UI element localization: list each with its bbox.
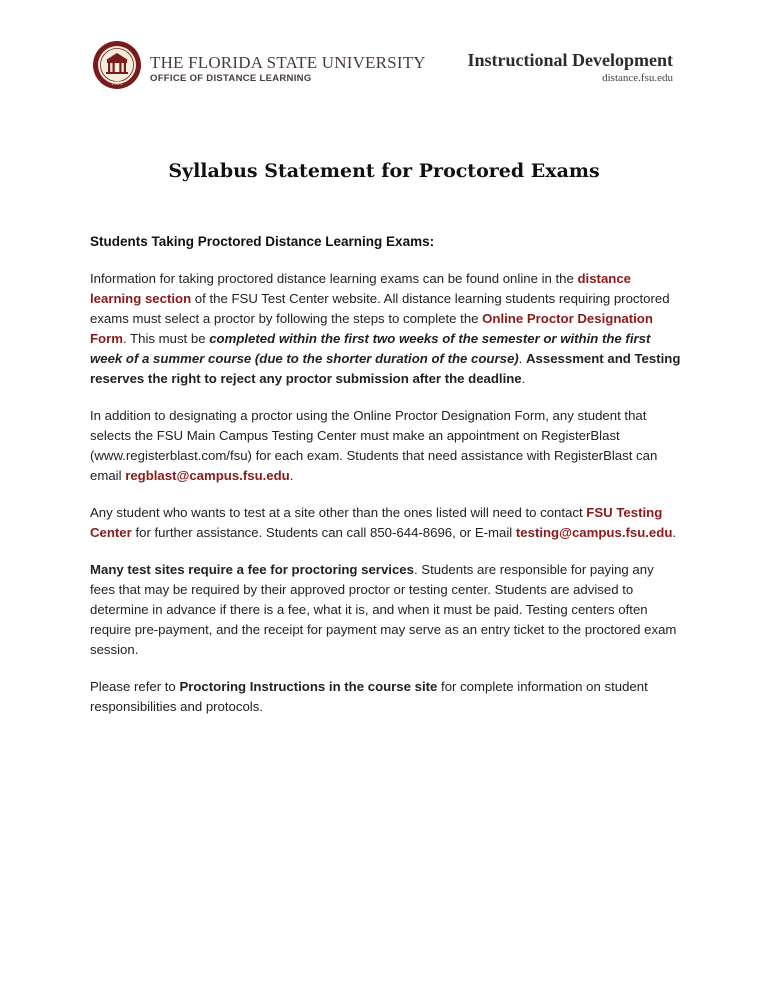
letterhead [0,0,768,110]
reject-notice: Assessment and Testing reserves the right to reject any proctor submission after the deadline [90,351,681,386]
testing-email-link[interactable]: testing@campus.fsu.edu [515,525,673,540]
university-brand [150,53,426,84]
section-heading: Students Taking Proctored Distance Learning Exams: [90,234,435,249]
page-title: Syllabus Statement for Proctored Exams [168,160,600,182]
paragraph-fees: Many test sites require a fee for proctoring services. Students are responsible for paying any fees that may be required by their approved proctor or testing center. Students are advised to determine in advance if there is a fee, what it is, and when it must be paid. Testing centers often require pre-payment, and the receipt for payment may serve as an entry ticket to the proctored exam session. [90,562,677,657]
document-body [90,232,682,734]
fee-notice: Many test sites require a fee for proctoring services [90,562,414,577]
proctor-designation-form-link[interactable]: Online Proctor Designation Form [90,311,653,346]
university-name: THE FLORIDA STATE UNIVERSITY [150,53,426,72]
paragraph-instructions: Please refer to Proctoring Instructions in the course site for complete information on student responsibilities and protocols. [90,679,648,714]
paragraph-registerblast: In addition to designating a proctor using the Online Proctor Designation Form, any student that selects the FSU Main Campus Testing Center must make an appointment on RegisterBlast (www.registerblast.com/fsu) for each exam. Students that need assistance with RegisterBlast can email regblast@campus.fsu.edu. [90,408,658,483]
fsu-testing-center-link[interactable]: FSU Testing Center [90,505,663,540]
seal-year: 1851 [111,81,123,87]
office-name: OFFICE OF DISTANCE LEARNING [150,73,312,84]
paragraph-proctor-info: Information for taking proctored distance learning exams can be found online in the distance learning section of the FSU Test Center website. All distance learning students requiring proctored exams must select a proctor by following the steps to complete the Online Proctor Designation Form. This must be completed within the first two weeks of the semester or within the first week of a summer course (due to the shorter duration of the course). Assessment and Testing reserves the right to reject any proctor submission after the deadline. [90,271,681,386]
department-name: Instructional Development [467,50,673,70]
deadline-text: completed within the first two weeks of the semester or within the first week of a summer course (due to the shorter duration of the course) [90,331,651,366]
department-website: distance.fsu.edu [602,72,673,84]
paragraph-other-sites: Any student who wants to test at a site other than the ones listed will need to contact FSU Testing Center for further assistance. Students can call 850-644-8696, or E-mail testing@campus.fsu.edu. [90,505,677,540]
proctoring-instructions-ref: Proctoring Instructions in the course site [179,679,438,694]
regblast-email-link[interactable]: regblast@campus.fsu.edu [125,468,290,483]
distance-learning-section-link[interactable]: distance learning section [90,271,632,306]
fsu-seal-icon [92,40,142,90]
department-block [468,50,674,84]
